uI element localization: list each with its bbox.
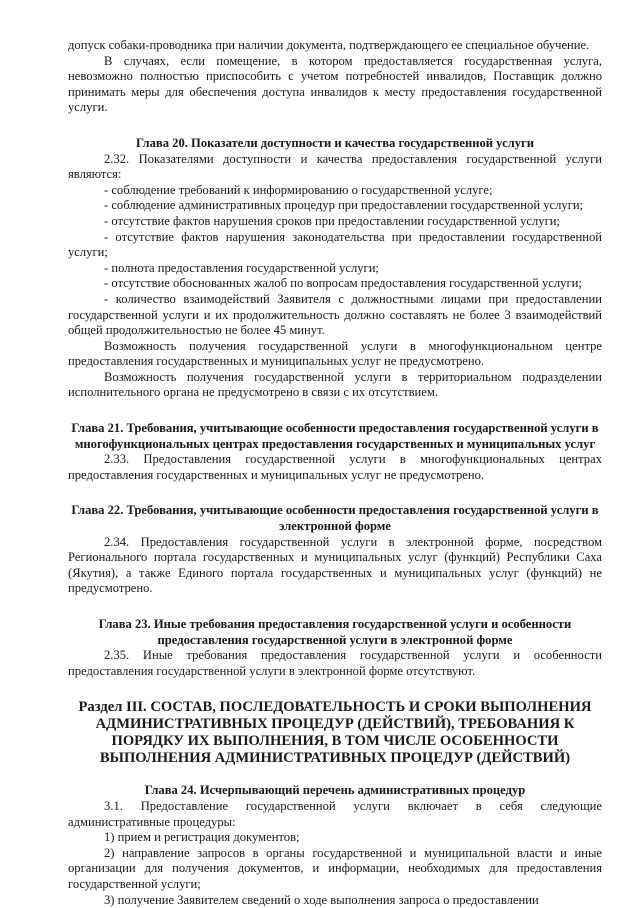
list-item: - отсутствие фактов нарушения законодательства при предоставлении государственной услуги;	[68, 229, 602, 260]
paragraph: 2.32. Показателями доступности и качества предоставления государственной услуги являются:	[68, 151, 602, 182]
paragraph: Возможность получения государственной услуги в территориальном подразделении исполнительного органа не предусмотрено в связи с их отсутствием.	[68, 369, 602, 400]
paragraph: 3.1. Предоставление государственной услуги включает в себя следующие административные процедуры:	[68, 798, 602, 829]
list-item: - количество взаимодействий Заявителя с должностными лицами при предоставлении государственной услуги и их продолжительность должно составлять не более 3 взаимодействий общей продолжительностью не более 45 минут.	[68, 291, 602, 338]
chapter-23-heading: Глава 23. Иные требования предоставления государственной услуги и особенности предоставления государственной услуги в электронной форме	[98, 617, 572, 647]
list-item: - отсутствие фактов нарушения сроков при предоставлении государственной услуги;	[104, 213, 561, 228]
paragraph: 2.33. Предоставления государственной услуги в многофункциональных центрах предоставления государственных и муниципальных услуг не предусмотрено.	[68, 452, 602, 482]
chapter-24-heading: Глава 24. Исчерпывающий перечень административных процедур	[144, 783, 526, 798]
list-item: - соблюдение требований к информированию о государственной услуге;	[104, 182, 493, 197]
paragraph: 2.35. Иные требования предоставления государственной услуги и особенности предоставления государственной услуги в электронной форме отсутствуют.	[68, 648, 602, 678]
chapter-21-heading: Глава 21. Требования, учитывающие особенности предоставления государственной услуги в многофункциональных центрах предоставления государственных и муниципальных услуг	[71, 421, 599, 451]
chapter-20-heading: Глава 20. Показатели доступности и качества государственной услуги	[135, 135, 535, 150]
paragraph: допуск собаки-проводника при наличии документа, подтверждающего ее специальное обучение.	[68, 38, 590, 52]
list-item: 1) прием и регистрация документов;	[104, 830, 300, 845]
list-item: - соблюдение административных процедур при предоставлении государственной услуги;	[104, 198, 584, 213]
paragraph: 2.34. Предоставления государственной услуги в электронной форме, посредством Регионального портала государственных и муниципальных услуг (функций) Республики Саха (Якутия), а также Единого портала государственных и муниципальных услуг (функций) не предусмотрено.	[68, 534, 602, 596]
chapter-22-heading: Глава 22. Требования, учитывающие особенности предоставления государственной услуги в электронной форме	[71, 503, 599, 534]
list-item: 2) направление запросов в органы государственной и муниципальной власти и иные организации для получения документов, и информации, необходимых для предоставления государственной услуги;	[68, 845, 602, 891]
section-3-heading: Раздел III. СОСТАВ, ПОСЛЕДОВАТЕЛЬНОСТЬ И СРОКИ ВЫПОЛНЕНИЯ АДМИНИСТРАТИВНЫХ ПРОЦЕДУР (ДЕЙСТВИЙ), ТРЕБОВАНИЯ К ПОРЯДКУ ИХ ВЫПОЛНЕНИЯ, В ТОМ ЧИСЛЕ ОСОБЕННОСТИ ВЫПОЛНЕНИЯ АДМИНИСТРАТИВНЫХ ПРОЦЕДУР (ДЕЙСТВИЙ)	[78, 699, 592, 767]
list-item: - полнота предоставления государственной услуги;	[104, 260, 379, 275]
list-item: 3) получение Заявителем сведений о ходе выполнения запроса о предоставлении	[104, 892, 539, 907]
paragraph: Возможность получения государственной услуги в многофункциональном центре предоставления государственных и муниципальных услуг не предусмотрено.	[68, 338, 602, 369]
list-item: - отсутствие обоснованных жалоб по вопросам предоставления государственной услуги;	[104, 276, 582, 291]
paragraph: В случаях, если помещение, в котором предоставляется государственная услуга, невозможно полностью приспособить с учетом потребностей инвалидов, Поставщик должно принимать меры для обеспечения доступа инвалидов к месту предоставления государственной услуги.	[68, 53, 602, 115]
